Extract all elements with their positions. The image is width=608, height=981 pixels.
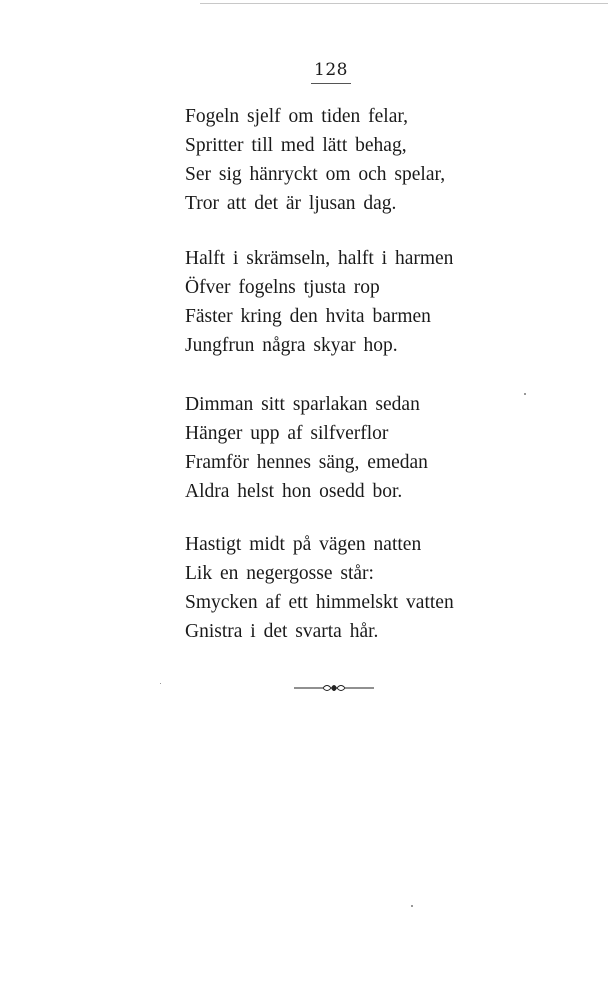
stanza-4 [185,530,515,646]
poem-line: Fogeln sjelf om tiden felar, [185,106,408,127]
top-edge-rule [200,3,608,4]
poem-line: Framför hennes säng, emedan [185,452,428,473]
stanza-1 [185,102,515,218]
paper-speck [160,683,161,684]
stanza-2 [185,244,515,360]
paper-speck [411,905,413,907]
page-number: 128 [314,60,348,80]
page-number-underline [311,83,351,84]
end-ornament-icon [294,678,374,698]
poem-line: Ser sig hänryckt om och spelar, [185,164,446,185]
poem-line: Fäster kring den hvita barmen [185,306,431,327]
poem-line: Smycken af ett himmelskt vatten [185,592,454,613]
poem-line: Hänger upp af silfverflor [185,423,389,444]
paper-speck [524,393,526,395]
poem-line: Halft i skrämseln, halft i harmen [185,248,454,269]
poem-line: Aldra helst hon osedd bor. [185,481,403,502]
stanza-3 [185,390,515,506]
poem-line: Öfver fogelns tjusta rop [185,277,380,298]
poem-line: Tror att det är ljusan dag. [185,193,397,214]
poem-line: Hastigt midt på vägen natten [185,534,422,555]
poem-line: Dimman sitt sparlakan sedan [185,394,420,415]
poem-line: Lik en negergosse står: [185,563,374,584]
poem-line: Gnistra i det svarta hår. [185,621,379,642]
poem-line: Spritter till med lätt behag, [185,135,407,156]
poem-line: Jungfrun några skyar hop. [185,335,398,356]
